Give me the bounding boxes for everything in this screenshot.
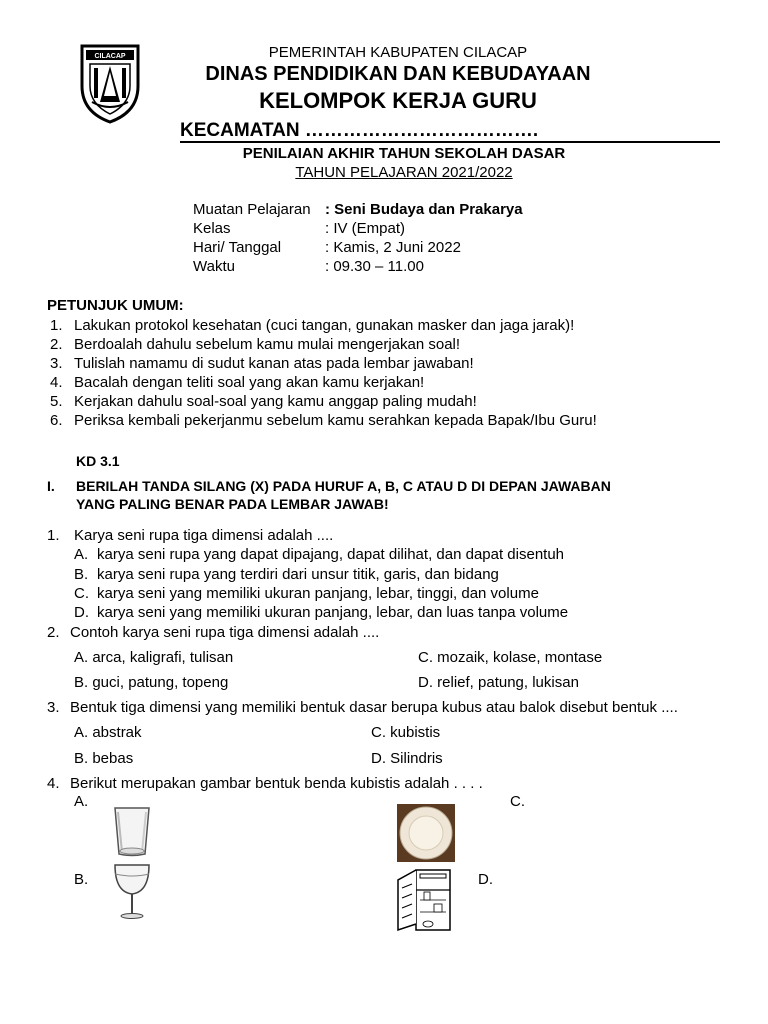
instruction-num: 5. <box>50 393 63 410</box>
q4-option-c-label: C. <box>510 793 525 810</box>
q2-option-d: D. relief, patung, lukisan <box>418 674 579 691</box>
instruction-text: Berdoalah dahulu sebelum kamu mulai mengerjakan soal! <box>74 336 461 353</box>
instruction-text: Lakukan protokol kesehatan (cuci tangan, gunakan masker dan jaga jarak)! <box>74 317 575 334</box>
q4-option-a-label: A. <box>74 793 89 810</box>
instructions-heading: PETUNJUK UMUM: <box>47 297 184 314</box>
q4-text: Berikut merupakan gambar bentuk benda kubistis adalah . . . . <box>70 775 483 792</box>
exam-year: TAHUN PELAJARAN 2021/2022 <box>295 164 513 181</box>
header-rule <box>180 141 720 143</box>
logo-text: CILACAP <box>94 53 126 60</box>
q1-option-text: karya seni rupa yang dapat dipajang, dapat dilihat, dan dapat disentuh <box>97 546 565 563</box>
q4-num: 4. <box>47 775 60 792</box>
q1-option-text: karya seni yang memiliki ukuran panjang, lebar, dan luas tanpa volume <box>97 604 569 621</box>
instruction-num: 2. <box>50 336 63 353</box>
q4-option-d-label: D. <box>478 871 493 888</box>
info-value: : 09.30 – 11.00 <box>325 258 424 275</box>
instruction-text: Bacalah dengan teliti soal yang akan kamu kerjakan! <box>74 374 425 391</box>
info-label: Kelas <box>193 220 231 237</box>
instruction-text: Tulislah namamu di sudut kanan atas pada lembar jawaban! <box>74 355 474 372</box>
exam-title: PENILAIAN AKHIR TAHUN SEKOLAH DASAR <box>242 145 566 162</box>
info-label: Hari/ Tanggal <box>193 239 282 256</box>
drinking-glass-image <box>112 806 152 858</box>
instruction-num: 1. <box>50 317 63 334</box>
district-title: KECAMATAN ………………………………. <box>180 120 539 141</box>
q1-option-letter: B. <box>74 566 89 583</box>
q1-num: 1. <box>47 527 60 544</box>
group-title: KELOMPOK KERJA GURU <box>259 88 537 113</box>
instruction-text: Periksa kembali pekerjanmu sebelum kamu serahkan kepada Bapak/Ibu Guru! <box>74 412 597 429</box>
q3-text: Bentuk tiga dimensi yang memiliki bentuk dasar berupa kubus atau balok disebut bentuk .... <box>70 699 678 716</box>
q1-option-letter: D. <box>74 604 89 621</box>
q3-option-b: B. bebas <box>74 750 134 767</box>
q1-option-text: karya seni rupa yang terdiri dari unsur titik, garis, dan bidang <box>97 566 499 583</box>
info-value: : Kamis, 2 Juni 2022 <box>325 239 461 256</box>
section-instruction-line2: YANG PALING BENAR PADA LEMBAR JAWAB! <box>76 496 389 512</box>
q1-text: Karya seni rupa tiga dimensi adalah .... <box>74 527 334 544</box>
section-roman: I. <box>47 478 55 494</box>
info-label: Waktu <box>193 258 235 275</box>
q4-option-b-label: B. <box>74 871 89 888</box>
q2-option-a: A. arca, kaligrafi, tulisan <box>74 649 234 666</box>
q3-option-c: C. kubistis <box>371 724 441 741</box>
instruction-text: Kerjakan dahulu soal-soal yang kamu anggap paling mudah! <box>74 393 477 410</box>
q1-option-letter: A. <box>74 546 89 563</box>
q1-option-letter: C. <box>74 585 89 602</box>
dept-title: DINAS PENDIDIKAN DAN KEBUDAYAAN <box>205 63 591 85</box>
q3-num: 3. <box>47 699 60 716</box>
refrigerator-image <box>390 866 462 934</box>
q2-option-b: B. guci, patung, topeng <box>74 674 229 691</box>
info-label: Muatan Pelajaran <box>193 201 311 218</box>
q2-num: 2. <box>47 624 60 641</box>
instruction-num: 6. <box>50 412 63 429</box>
gov-title: PEMERINTAH KABUPATEN CILACAP <box>268 44 528 61</box>
q1-option-text: karya seni yang memiliki ukuran panjang, lebar, tinggi, dan volume <box>97 585 539 602</box>
info-value: : Seni Budaya dan Prakarya <box>325 201 523 218</box>
section-instruction-line1: BERILAH TANDA SILANG (X) PADA HURUF A, B, C ATAU D DI DEPAN JAWABAN <box>76 478 611 494</box>
q3-option-a: A. abstrak <box>74 724 142 741</box>
q3-option-d: D. Silindris <box>371 750 443 767</box>
wine-glass-image <box>112 862 152 920</box>
q2-option-c: C. mozaik, kolase, montase <box>418 649 603 666</box>
instruction-num: 3. <box>50 355 63 372</box>
plate-image <box>397 804 455 862</box>
kd-label: KD 3.1 <box>76 453 120 469</box>
q2-text: Contoh karya seni rupa tiga dimensi adalah .... <box>70 624 380 641</box>
instruction-num: 4. <box>50 374 63 391</box>
info-value: : IV (Empat) <box>325 220 406 237</box>
